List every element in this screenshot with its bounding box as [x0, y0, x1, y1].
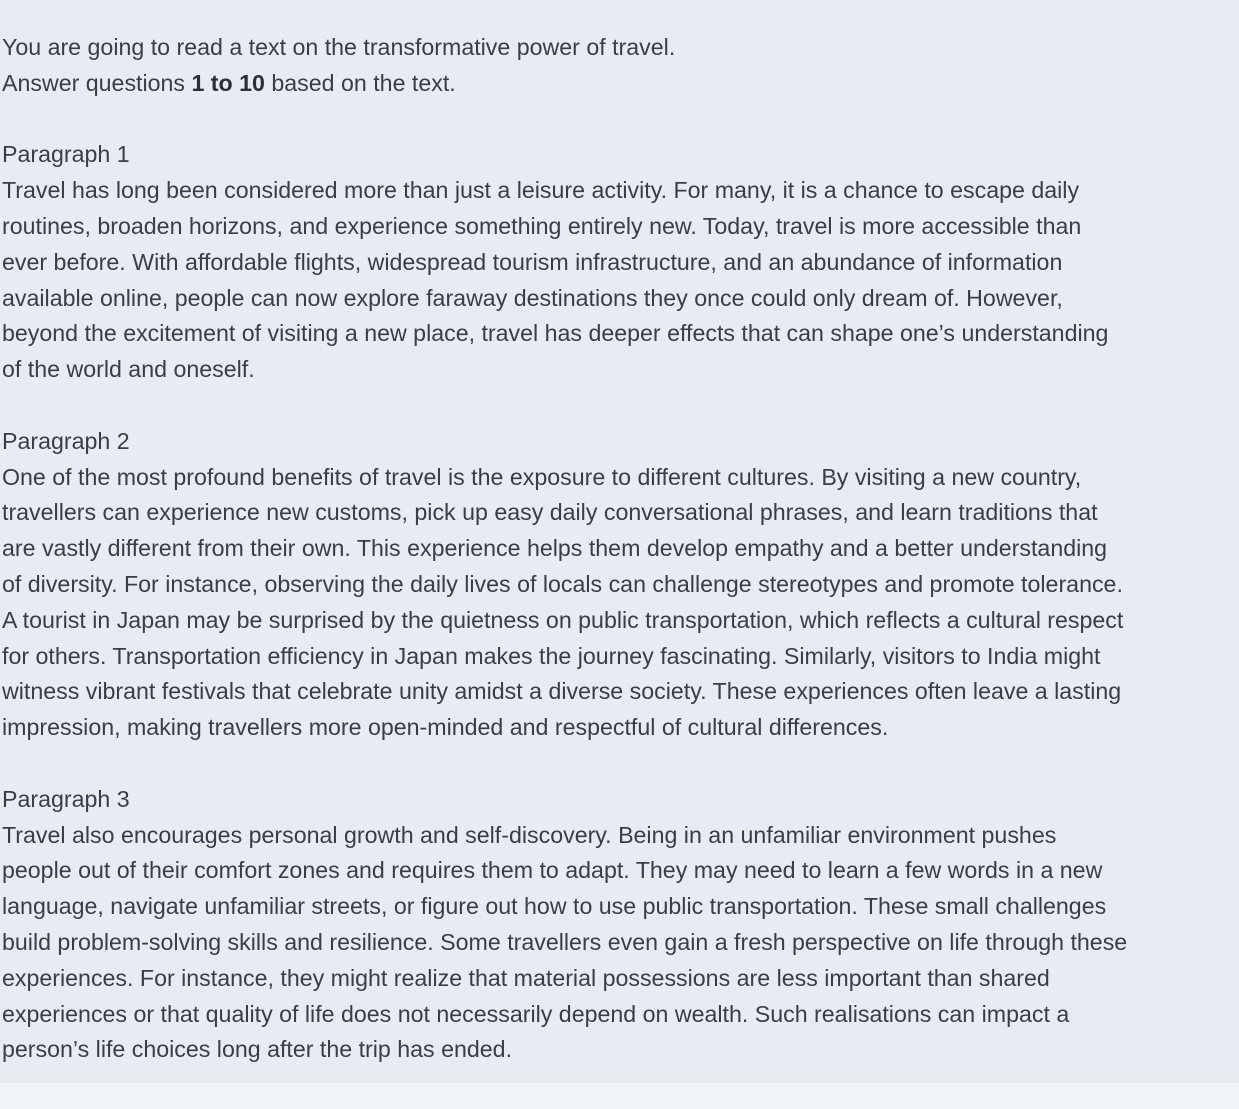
paragraph-line: of diversity. For instance, observing the daily lives of locals can challenge stereotypes and promote tolerance.: [2, 570, 1123, 597]
paragraph-line: ever before. With affordable flights, widespread tourism infrastructure, and an abundance of information: [2, 248, 1063, 275]
paragraph-line: Travel has long been considered more than just a leisure activity. For many, it is a chance to escape daily: [2, 177, 1080, 204]
paragraph-2: [2, 424, 1236, 746]
paragraph-line: available online, people can now explore faraway destinations they once could only dream of. However,: [2, 284, 1063, 311]
paragraph-line: experiences. For instance, they might realize that material possessions are less important than shared: [2, 964, 1050, 991]
paragraph-line: routines, broaden horizons, and experience something entirely new. Today, travel is more accessible than: [2, 212, 1082, 239]
instruction-text: Answer questions: [2, 69, 192, 96]
spacer: [2, 102, 1236, 138]
paragraph-heading: Paragraph 2: [2, 427, 130, 454]
paragraph-line: for others. Transportation efficiency in Japan makes the journey fascinating. Similarly, visitors to India might: [2, 642, 1101, 669]
reading-text: [2, 30, 1236, 1068]
paragraph-line: build problem-solving skills and resilience. Some travellers even gain a fresh perspective on life through these: [2, 928, 1128, 955]
spacer: [2, 746, 1236, 782]
paragraph-3: [2, 782, 1236, 1068]
paragraph-line: One of the most profound benefits of travel is the exposure to different cultures. By visiting a new country,: [2, 463, 1082, 490]
paragraph-line: experiences or that quality of life does not necessarily depend on wealth. Such realisations can impact a: [2, 1000, 1070, 1027]
paragraph-line: witness vibrant festivals that celebrate unity amidst a diverse society. These experiences often leave a lasting: [2, 678, 1122, 705]
paragraph-line: person’s life choices long after the trip has ended.: [2, 1036, 513, 1063]
paragraph-line: A tourist in Japan may be surprised by the quietness on public transportation, which reflects a cultural respect: [2, 606, 1124, 633]
instruction-text-end: based on the text.: [264, 69, 456, 96]
paragraph-line: beyond the excitement of visiting a new place, travel has deeper effects that can shape one’s understanding: [2, 320, 1109, 347]
spacer: [2, 388, 1236, 424]
paragraph-line: language, navigate unfamiliar streets, or figure out how to use public transportation. These small challenges: [2, 893, 1107, 920]
paragraph-line: are vastly different from their own. This experience helps them develop empathy and a better understanding: [2, 535, 1108, 562]
paragraph-line: impression, making travellers more open-minded and respectful of cultural differences.: [2, 714, 889, 741]
paragraph-1: [2, 137, 1236, 388]
paragraph-heading: Paragraph 1: [2, 141, 130, 168]
paragraph-line: people out of their comfort zones and requires them to adapt. They may need to learn a few words in a new: [2, 857, 1103, 884]
instruction-line: You are going to read a text on the transformative power of travel.: [2, 34, 676, 60]
instruction-questions-line: [2, 66, 1236, 102]
paragraph-line: of the world and oneself.: [2, 356, 255, 383]
question-range: 1 to 10: [191, 69, 265, 96]
paragraph-line: travellers can experience new customs, pick up easy daily conversational phrases, and learn traditions that: [2, 499, 1098, 526]
paragraph-line: Travel also encourages personal growth and self-discovery. Being in an unfamiliar environment pushes: [2, 821, 1057, 848]
paragraph-heading: Paragraph 3: [2, 785, 130, 812]
